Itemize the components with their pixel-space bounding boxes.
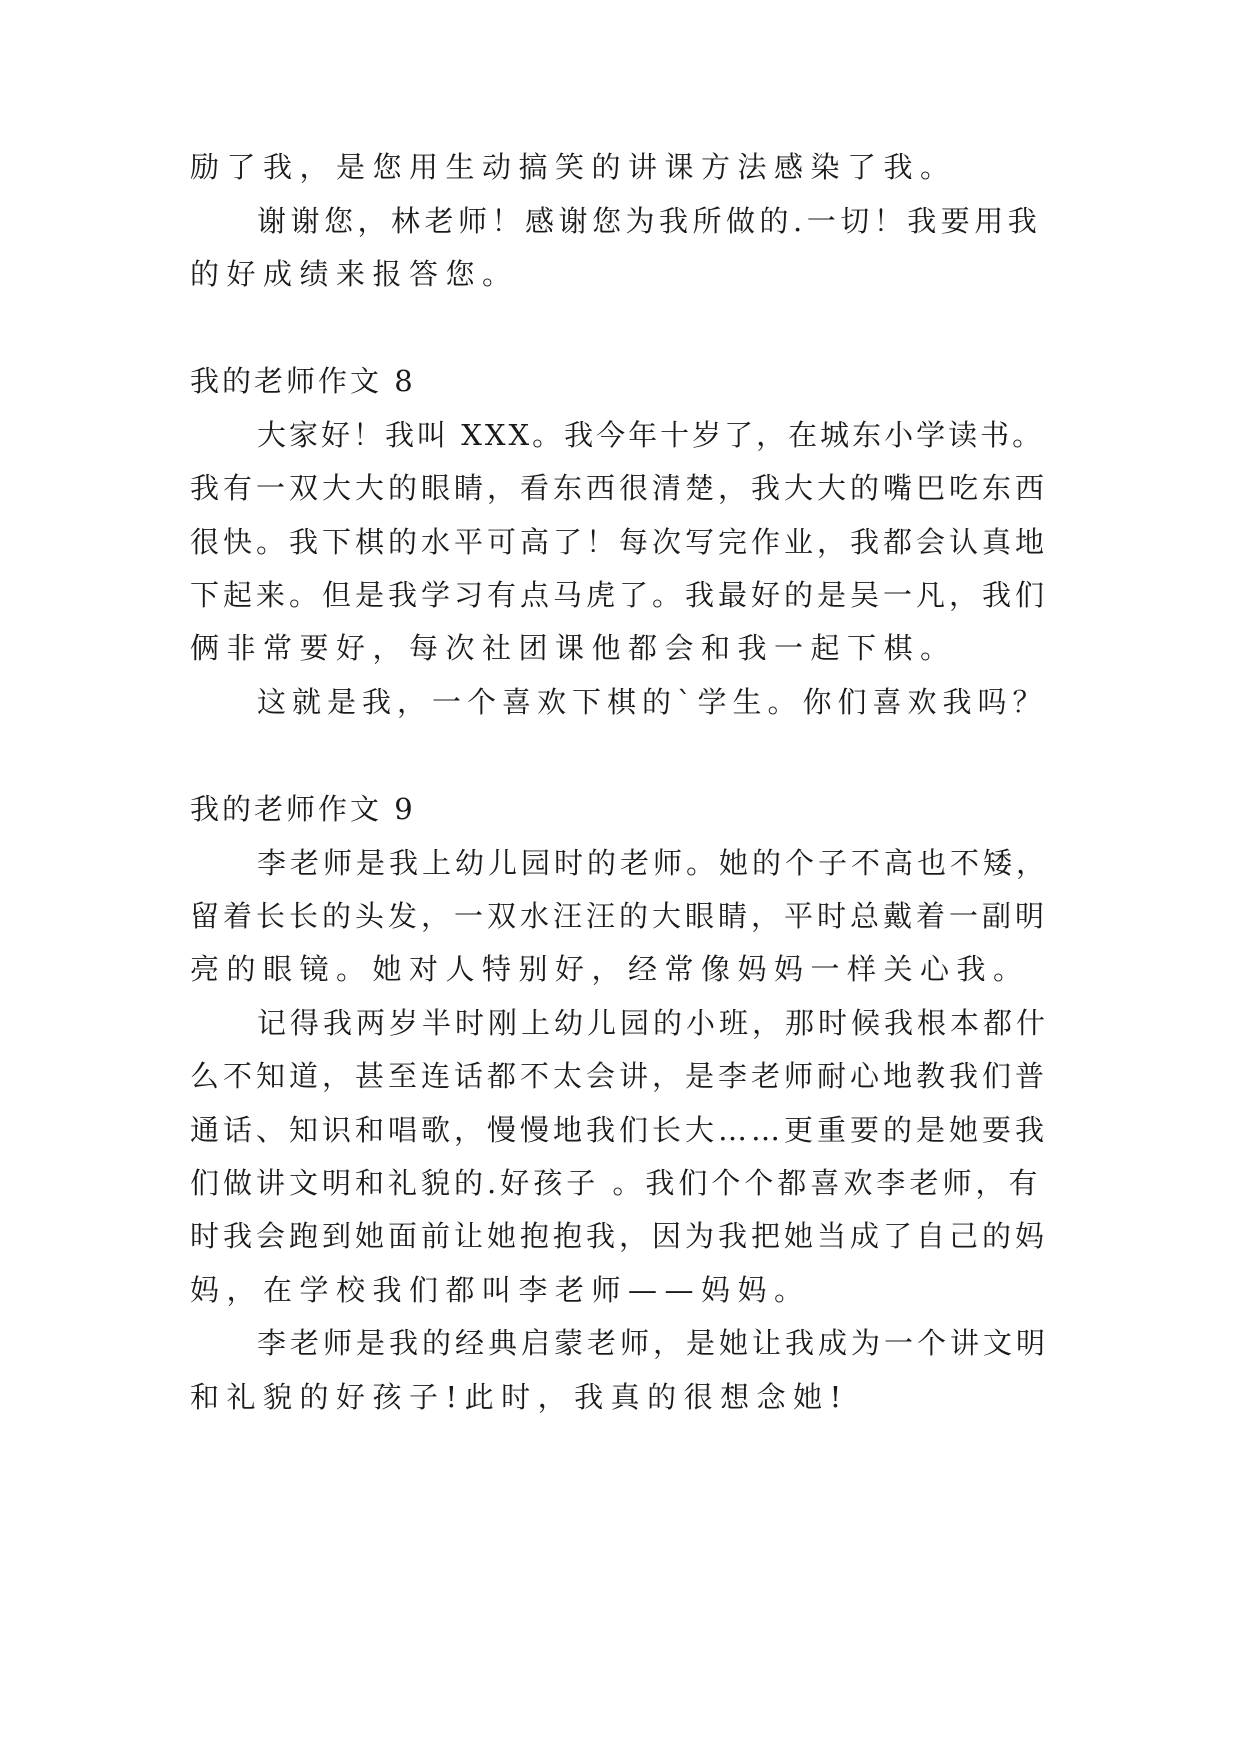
text-line: 留着长长的头发，一双水汪汪的大眼睛，平时总戴着一副明 [190, 899, 1049, 933]
text-line: 李老师是我上幼儿园时的老师。她的个子不高也不矮， [257, 846, 1050, 880]
essay-heading: 我的老师作文 8 [190, 364, 416, 398]
text-line: 大家好！我叫 XXX。我今年十岁了，在城东小学读书。 [257, 418, 1045, 452]
text-line: 亮的眼镜。她对人特别好，经常像妈妈一样关心我。 [190, 952, 1030, 986]
text-line: 谢谢您，林老师！感谢您为我所做的.一切！我要用我 [257, 204, 1042, 238]
text-line: 俩非常要好，每次社团课他都会和我一起下棋。 [190, 631, 957, 665]
essay-heading: 我的老师作文 9 [190, 792, 416, 826]
text-line: 么不知道，甚至连话都不太会讲，是李老师耐心地教我们普 [190, 1059, 1049, 1093]
text-line: 妈，在学校我们都叫李老师——妈妈。 [190, 1273, 811, 1307]
text-line: 们做讲文明和礼貌的.好孩子 。我们个个都喜欢李老师，有 [190, 1166, 1042, 1200]
text-line: 很快。我下棋的水平可高了！每次写完作业，我都会认真地 [190, 525, 1049, 559]
text-line: 下起来。但是我学习有点马虎了。我最好的是吴一凡，我们 [190, 578, 1049, 612]
text-line: 我有一双大大的眼睛，看东西很清楚，我大大的嘴巴吃东西 [190, 471, 1049, 505]
text-line: 的好成绩来报答您。 [190, 257, 519, 291]
text-line: 和礼貌的好孩子!此时，我真的很想念她! [190, 1380, 849, 1414]
text-line: 励了我，是您用生动搞笑的讲课方法感染了我。 [190, 150, 957, 184]
text-line: 这就是我，一个喜欢下棋的`学生。你们喜欢我吗？ [257, 685, 1048, 719]
text-line: 李老师是我的经典启蒙老师，是她让我成为一个讲文明 [257, 1326, 1050, 1360]
text-line: 时我会跑到她面前让她抱抱我，因为我把她当成了自己的妈 [190, 1219, 1049, 1253]
text-line: 记得我两岁半时刚上幼儿园的小班，那时候我根本都什 [257, 1006, 1050, 1040]
text-line: 通话、知识和唱歌，慢慢地我们长大……更重要的是她要我 [190, 1113, 1049, 1147]
